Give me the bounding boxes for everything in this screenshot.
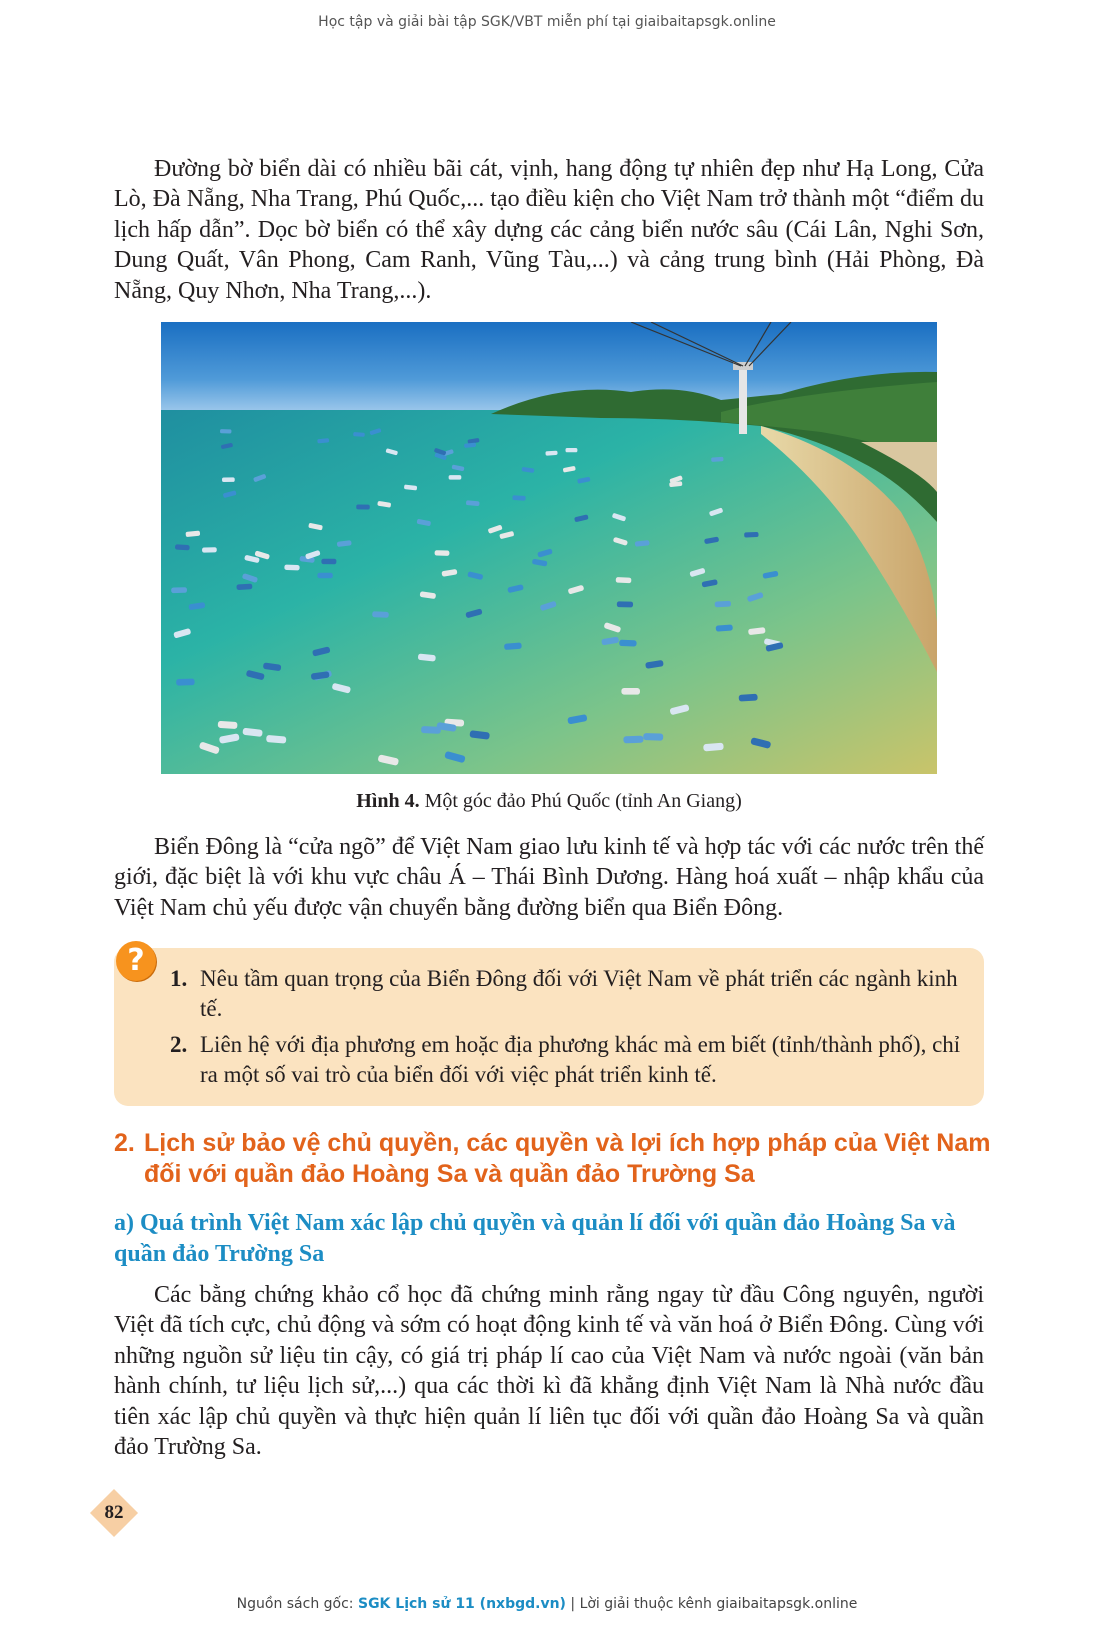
- boat: [236, 584, 252, 591]
- figure-caption-text: Một góc đảo Phú Quốc (tỉnh An Giang): [424, 790, 742, 812]
- boat: [715, 601, 731, 608]
- boat: [171, 587, 187, 593]
- boat: [621, 688, 640, 695]
- boat: [617, 601, 633, 607]
- boat: [218, 721, 238, 729]
- question-number: 1.: [170, 966, 188, 991]
- boat: [504, 642, 522, 649]
- figure-label: Hình 4.: [356, 790, 420, 812]
- boat: [220, 429, 232, 433]
- boat: [222, 477, 235, 482]
- question-mark-icon: ?: [116, 941, 156, 981]
- body-paragraph-coastline: Đường bờ biển dài có nhiều bãi cát, vịnh, hang động tự nhiên đẹp như Hạ Long, Cửa Lò, Đà Nẵng, Nha Trang, Phú Quốc,... tạo điều kiện cho Việt Nam trở thành một “điểm du lịch hấp dẫn”. Dọc bờ biển có thể xây dựng các cảng biển nước sâu (Cái Lân, Nghi Sơn, Dung Quất, Vân Phong, Cam Ranh, Vũng Tàu,...) và cảng trung bình (Hải Phòng, Đà Nẵng, Quy Nhơn, Nha Trang,...).: [114, 156, 984, 304]
- question-text: Liên hệ với địa phương em hoặc địa phương khác mà em biết (tỉnh/thành phố), chỉ ra một số vai trò của biển đối với việc phát triển kinh tế.: [200, 1032, 961, 1087]
- section-title: Lịch sử bảo vệ chủ quyền, các quyền và lợi ích hợp pháp của Việt Nam đối với quần đảo Hoàng Sa và quần đảo Trường Sa: [144, 1129, 991, 1188]
- question-item-1: [170, 964, 970, 1023]
- question-item-2: [170, 1030, 970, 1089]
- boat: [643, 733, 663, 741]
- section-number: 2.: [114, 1129, 135, 1157]
- page-number: 82: [104, 1502, 124, 1523]
- phu-quoc-photo: [161, 322, 937, 774]
- boat: [202, 547, 217, 553]
- body-paragraph-history: Các bằng chứng khảo cổ học đã chứng minh rằng ngay từ đầu Công nguyên, người Việt đã tích cực, chủ động và sớm có hoạt động kinh tế và văn hoá ở Biển Đông. Cùng với những nguồn sử liệu tin cậy, có giá trị pháp lí cao của Việt Nam và nước ngoài (văn bản hành chính, tư liệu lịch sử,...) qua các thời kì đã khẳng định Việt Nam là Nhà nước đầu tiên xác lập chủ quyền và thực hiện quản lí liên tục đối với quần đảo Hoàng Sa và quần đảo Trường Sa.: [114, 1282, 984, 1461]
- boat: [321, 559, 336, 565]
- footer-suffix: | Lời giải thuộc kênh giaibaitapsgk.online: [565, 1596, 858, 1612]
- question-number: 2.: [170, 1032, 188, 1057]
- boat: [176, 678, 195, 685]
- footer-prefix: Nguồn sách gốc:: [236, 1596, 358, 1612]
- figure-caption: [114, 790, 984, 813]
- boat: [545, 451, 557, 456]
- boat: [566, 448, 578, 452]
- section-heading: [114, 1128, 994, 1190]
- boat: [372, 611, 389, 618]
- boat: [744, 532, 759, 538]
- boat: [739, 694, 758, 702]
- boat: [175, 544, 190, 550]
- boat: [356, 505, 370, 510]
- boat: [284, 565, 299, 571]
- boat: [435, 550, 450, 556]
- footer: [0, 1596, 1094, 1612]
- boat: [353, 432, 365, 437]
- boat: [449, 475, 462, 480]
- boat: [616, 577, 632, 583]
- body-paragraph-gateway: Biển Đông là “cửa ngõ” để Việt Nam giao lưu kinh tế và hợp tác với các nước trên thế giới, đặc biệt là với khu vực châu Á – Thái Bình Dương. Hàng hoá xuất – nhập khẩu của Việt Nam chủ yếu được vận chuyển bằng đường biển qua Biển Đông.: [114, 834, 984, 921]
- boat: [317, 573, 332, 579]
- footer-source-link[interactable]: SGK Lịch sử 11 (nxbgd.vn): [357, 1596, 566, 1612]
- question-text: Nêu tầm quan trọng của Biển Đông đối với Việt Nam về phát triển các ngành kinh tế.: [200, 966, 958, 1021]
- boat: [623, 736, 643, 744]
- boat: [716, 624, 733, 631]
- subsection-heading: a) Quá trình Việt Nam xác lập chủ quyền và quản lí đối với quần đảo Hoàng Sa và quần đảo Trường Sa: [114, 1210, 956, 1267]
- boat: [711, 457, 723, 462]
- boat: [619, 640, 637, 647]
- boat: [512, 495, 525, 500]
- boat: [421, 726, 441, 734]
- source-banner[interactable]: Học tập và giải bài tập SGK/VBT miễn phí tại giaibaitapsgk.online: [318, 14, 776, 30]
